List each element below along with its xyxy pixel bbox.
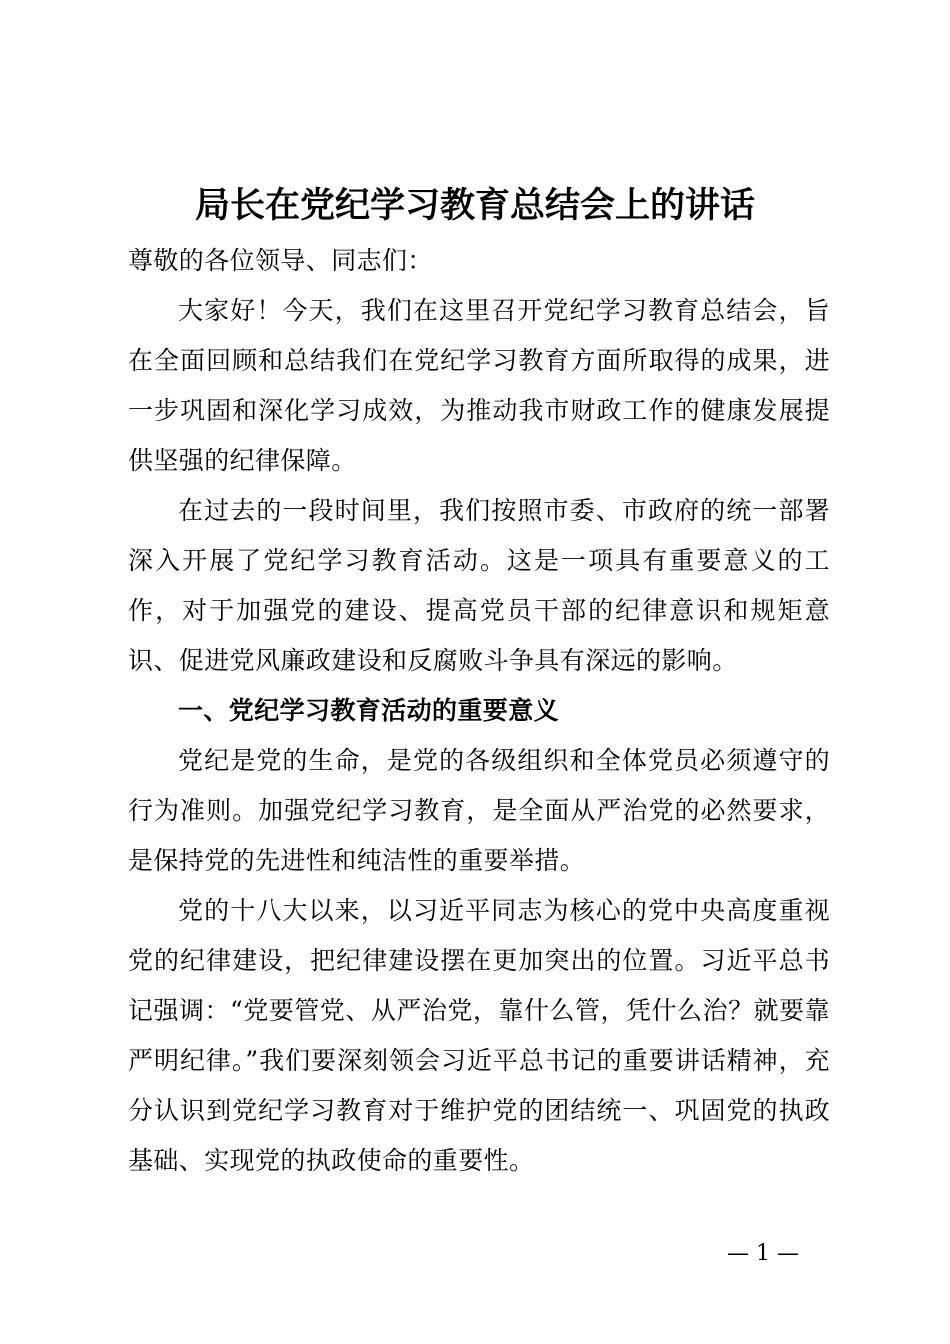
page-number: — 1 —	[727, 1241, 799, 1266]
paragraph-intro: 大家好！今天，我们在这里召开党纪学习教育总结会，旨在全面回顾和总结我们在党纪学习教育方面所取得的成果，进一步巩固和深化学习成效，为推动我市财政工作的健康发展提供坚强的纪律保障。	[128, 296, 830, 475]
salutation: 尊敬的各位领导、同志们：	[128, 246, 433, 275]
document-body	[128, 236, 830, 1186]
paragraph-party-discipline: 党的十八大以来，以习近平同志为核心的党中央高度重视党的纪律建设，把纪律建设摆在更加突出的位置。习近平总书记强调：“党要管党、从严治党，靠什么管，凭什么治？就要靠严明纪律。”我们要深刻领会习近平总书记的重要讲话精神，充分认识到党纪学习教育对于维护党的团结统一、巩固党的执政基础、实现党的执政使命的重要性。	[128, 896, 830, 1175]
section-heading: 一、党纪学习教育活动的重要意义	[178, 696, 560, 725]
paragraph-background: 在过去的一段时间里，我们按照市委、市政府的统一部署深入开展了党纪学习教育活动。这是一项具有重要意义的工作，对于加强党的建设、提高党员干部的纪律意识和规矩意识、促进党风廉政建设和反腐败斗争具有深远的影响。	[128, 496, 830, 675]
document-title: 局长在党纪学习教育总结会上的讲话	[194, 186, 755, 226]
paragraph-significance: 党纪是党的生命，是党的各级组织和全体党员必须遵守的行为准则。加强党纪学习教育，是全面从严治党的必然要求，是保持党的先进性和纯洁性的重要举措。	[128, 746, 830, 875]
